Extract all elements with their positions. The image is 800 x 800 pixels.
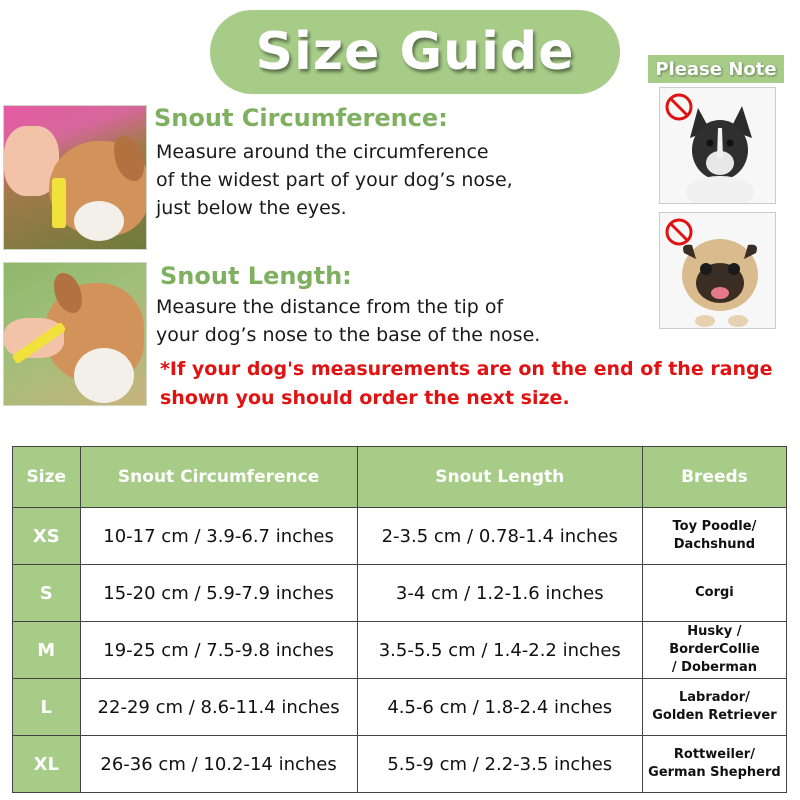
table-header-row xyxy=(13,447,787,508)
table-row xyxy=(13,736,787,793)
breeds-cell xyxy=(642,565,786,622)
breed-line: German Shepherd xyxy=(648,765,781,780)
length-cell: 5.5-9 cm / 2.2-3.5 inches xyxy=(357,736,642,793)
prohibited-icon xyxy=(664,217,694,247)
circumference-cell: 10-17 cm / 3.9-6.7 inches xyxy=(80,508,357,565)
length-cell: 3-4 cm / 1.2-1.6 inches xyxy=(357,565,642,622)
measuring-tape-shape xyxy=(52,178,66,228)
description-line: Measure the distance from the tip of xyxy=(156,296,504,318)
size-chart-table xyxy=(12,446,787,793)
circumference-cell: 15-20 cm / 5.9-7.9 inches xyxy=(80,565,357,622)
description-line: your dog’s nose to the base of the nose. xyxy=(156,324,541,346)
breeds-cell xyxy=(642,736,786,793)
description-line: of the widest part of your dog’s nose, xyxy=(156,169,513,191)
size-cell: XL xyxy=(13,736,81,793)
title-banner xyxy=(210,10,620,94)
size-cell: M xyxy=(13,622,81,679)
please-note-label: Please Note xyxy=(655,58,777,80)
breed-line: / Doberman xyxy=(671,660,757,675)
warning-line: shown you should order the next size. xyxy=(160,387,570,409)
please-note-badge xyxy=(648,55,784,83)
breed-line: Husky / BorderCollie xyxy=(669,624,760,657)
warning-line: *If your dog's measurements are on the end of the range xyxy=(160,358,773,380)
table-row xyxy=(13,679,787,736)
breeds-cell xyxy=(642,679,786,736)
circumference-cell: 22-29 cm / 8.6-11.4 inches xyxy=(80,679,357,736)
circumference-cell: 19-25 cm / 7.5-9.8 inches xyxy=(80,622,357,679)
breed-line: Golden Retriever xyxy=(652,708,777,723)
breed-line: Corgi xyxy=(695,585,734,600)
breeds-cell xyxy=(642,622,786,679)
snout-circumference-description xyxy=(156,138,513,222)
french-bulldog-photo xyxy=(659,87,776,204)
breeds-cell xyxy=(642,508,786,565)
description-line: Measure around the circumference xyxy=(156,141,489,163)
length-cell: 3.5-5.5 cm / 1.4-2.2 inches xyxy=(357,622,642,679)
snout-circumference-heading: Snout Circumference: xyxy=(154,104,448,132)
breed-line: Toy Poodle/ xyxy=(672,519,757,534)
size-cell: S xyxy=(13,565,81,622)
snout-length-description xyxy=(156,293,540,349)
prohibited-icon xyxy=(664,92,694,122)
length-cell: 2-3.5 cm / 0.78-1.4 inches xyxy=(357,508,642,565)
size-cell: L xyxy=(13,679,81,736)
breed-line: Dachshund xyxy=(673,537,756,552)
snout-length-photo xyxy=(3,262,147,406)
size-cell: XS xyxy=(13,508,81,565)
breed-line: Labrador/ xyxy=(678,690,750,705)
dog-muzzle-shape xyxy=(74,201,124,241)
dog-chest-shape xyxy=(74,348,134,403)
circumference-cell: 26-36 cm / 10.2-14 inches xyxy=(80,736,357,793)
header-size: Size xyxy=(13,447,81,508)
description-line: just below the eyes. xyxy=(156,197,347,219)
header-breeds: Breeds xyxy=(642,447,786,508)
header-snout-length: Snout Length xyxy=(357,447,642,508)
breed-line: Rottweiler/ xyxy=(673,747,755,762)
page-title: Size Guide xyxy=(255,22,575,82)
snout-circumference-photo xyxy=(3,105,147,250)
order-next-size-warning xyxy=(160,355,773,413)
header-snout-circumference: Snout Circumference xyxy=(80,447,357,508)
table-row xyxy=(13,622,787,679)
table-row xyxy=(13,508,787,565)
table-row xyxy=(13,565,787,622)
pug-photo xyxy=(659,212,776,329)
snout-length-heading: Snout Length: xyxy=(160,262,352,290)
length-cell: 4.5-6 cm / 1.8-2.4 inches xyxy=(357,679,642,736)
